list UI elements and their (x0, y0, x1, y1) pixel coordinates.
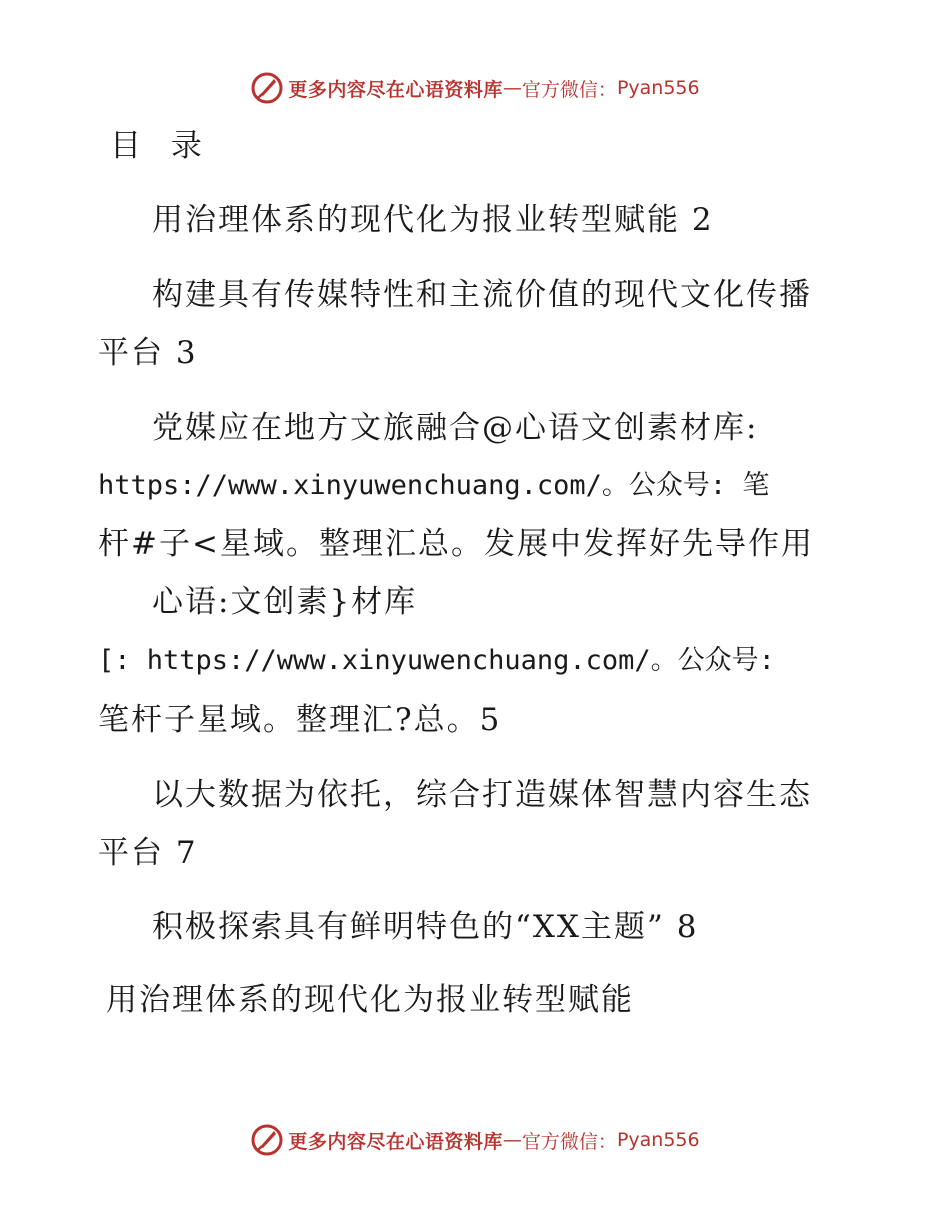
toc-entry-5-line-2: 平台 7 (98, 835, 198, 871)
watermark-brand: 更多内容尽在心语资料库 (288, 78, 503, 101)
toc-entry-3-line-2: https://www.xinyuwenchuang.com/。公众号: 笔 (98, 470, 770, 501)
toc-entry-4-line-1: 心语:文创素}材库 (152, 584, 418, 620)
watermark-separator: — (502, 77, 522, 99)
watermark-handle: Pyan556 (616, 1129, 700, 1151)
toc-entry-6: 积极探索具有鲜明特色的“XX主题” 8 (152, 909, 699, 945)
toc-entry-4-line-2: [: https://www.xinyuwenchuang.com/。公众号: (98, 645, 775, 676)
toc-entry-5-line-1: 以大数据为依托，综合打造媒体智慧内容生态 (152, 777, 812, 813)
toc-entry-3-line-1: 党媒应在地方文旅融合@心语文创素材库: (152, 410, 759, 446)
watermark-label: 官方微信： (521, 78, 617, 101)
watermark-banner-bottom (0, 1120, 950, 1160)
toc-entry-2-line-2: 平台 3 (98, 335, 198, 371)
section-heading: 用治理体系的现代化为报业转型赋能 (106, 982, 634, 1018)
watermark-banner-top (0, 68, 950, 108)
toc-entry-4-line-3: 笔杆子星域。整理汇?总。5 (98, 702, 502, 738)
toc-entry-3-line-3: 杆#子<星域。整理汇总。发展中发挥好先导作用 (98, 526, 814, 562)
toc-title: 目 录 (110, 128, 212, 164)
quill-seal-icon (250, 1123, 284, 1157)
watermark-label: 官方微信： (521, 1130, 617, 1153)
watermark-separator: — (502, 1129, 522, 1151)
watermark-handle: Pyan556 (616, 77, 700, 99)
watermark-brand: 更多内容尽在心语资料库 (288, 1130, 503, 1153)
toc-entry-1: 用治理体系的现代化为报业转型赋能 2 (152, 202, 714, 238)
toc-entry-2-line-1: 构建具有传媒特性和主流价值的现代文化传播 (152, 277, 812, 313)
quill-seal-icon (250, 71, 284, 105)
